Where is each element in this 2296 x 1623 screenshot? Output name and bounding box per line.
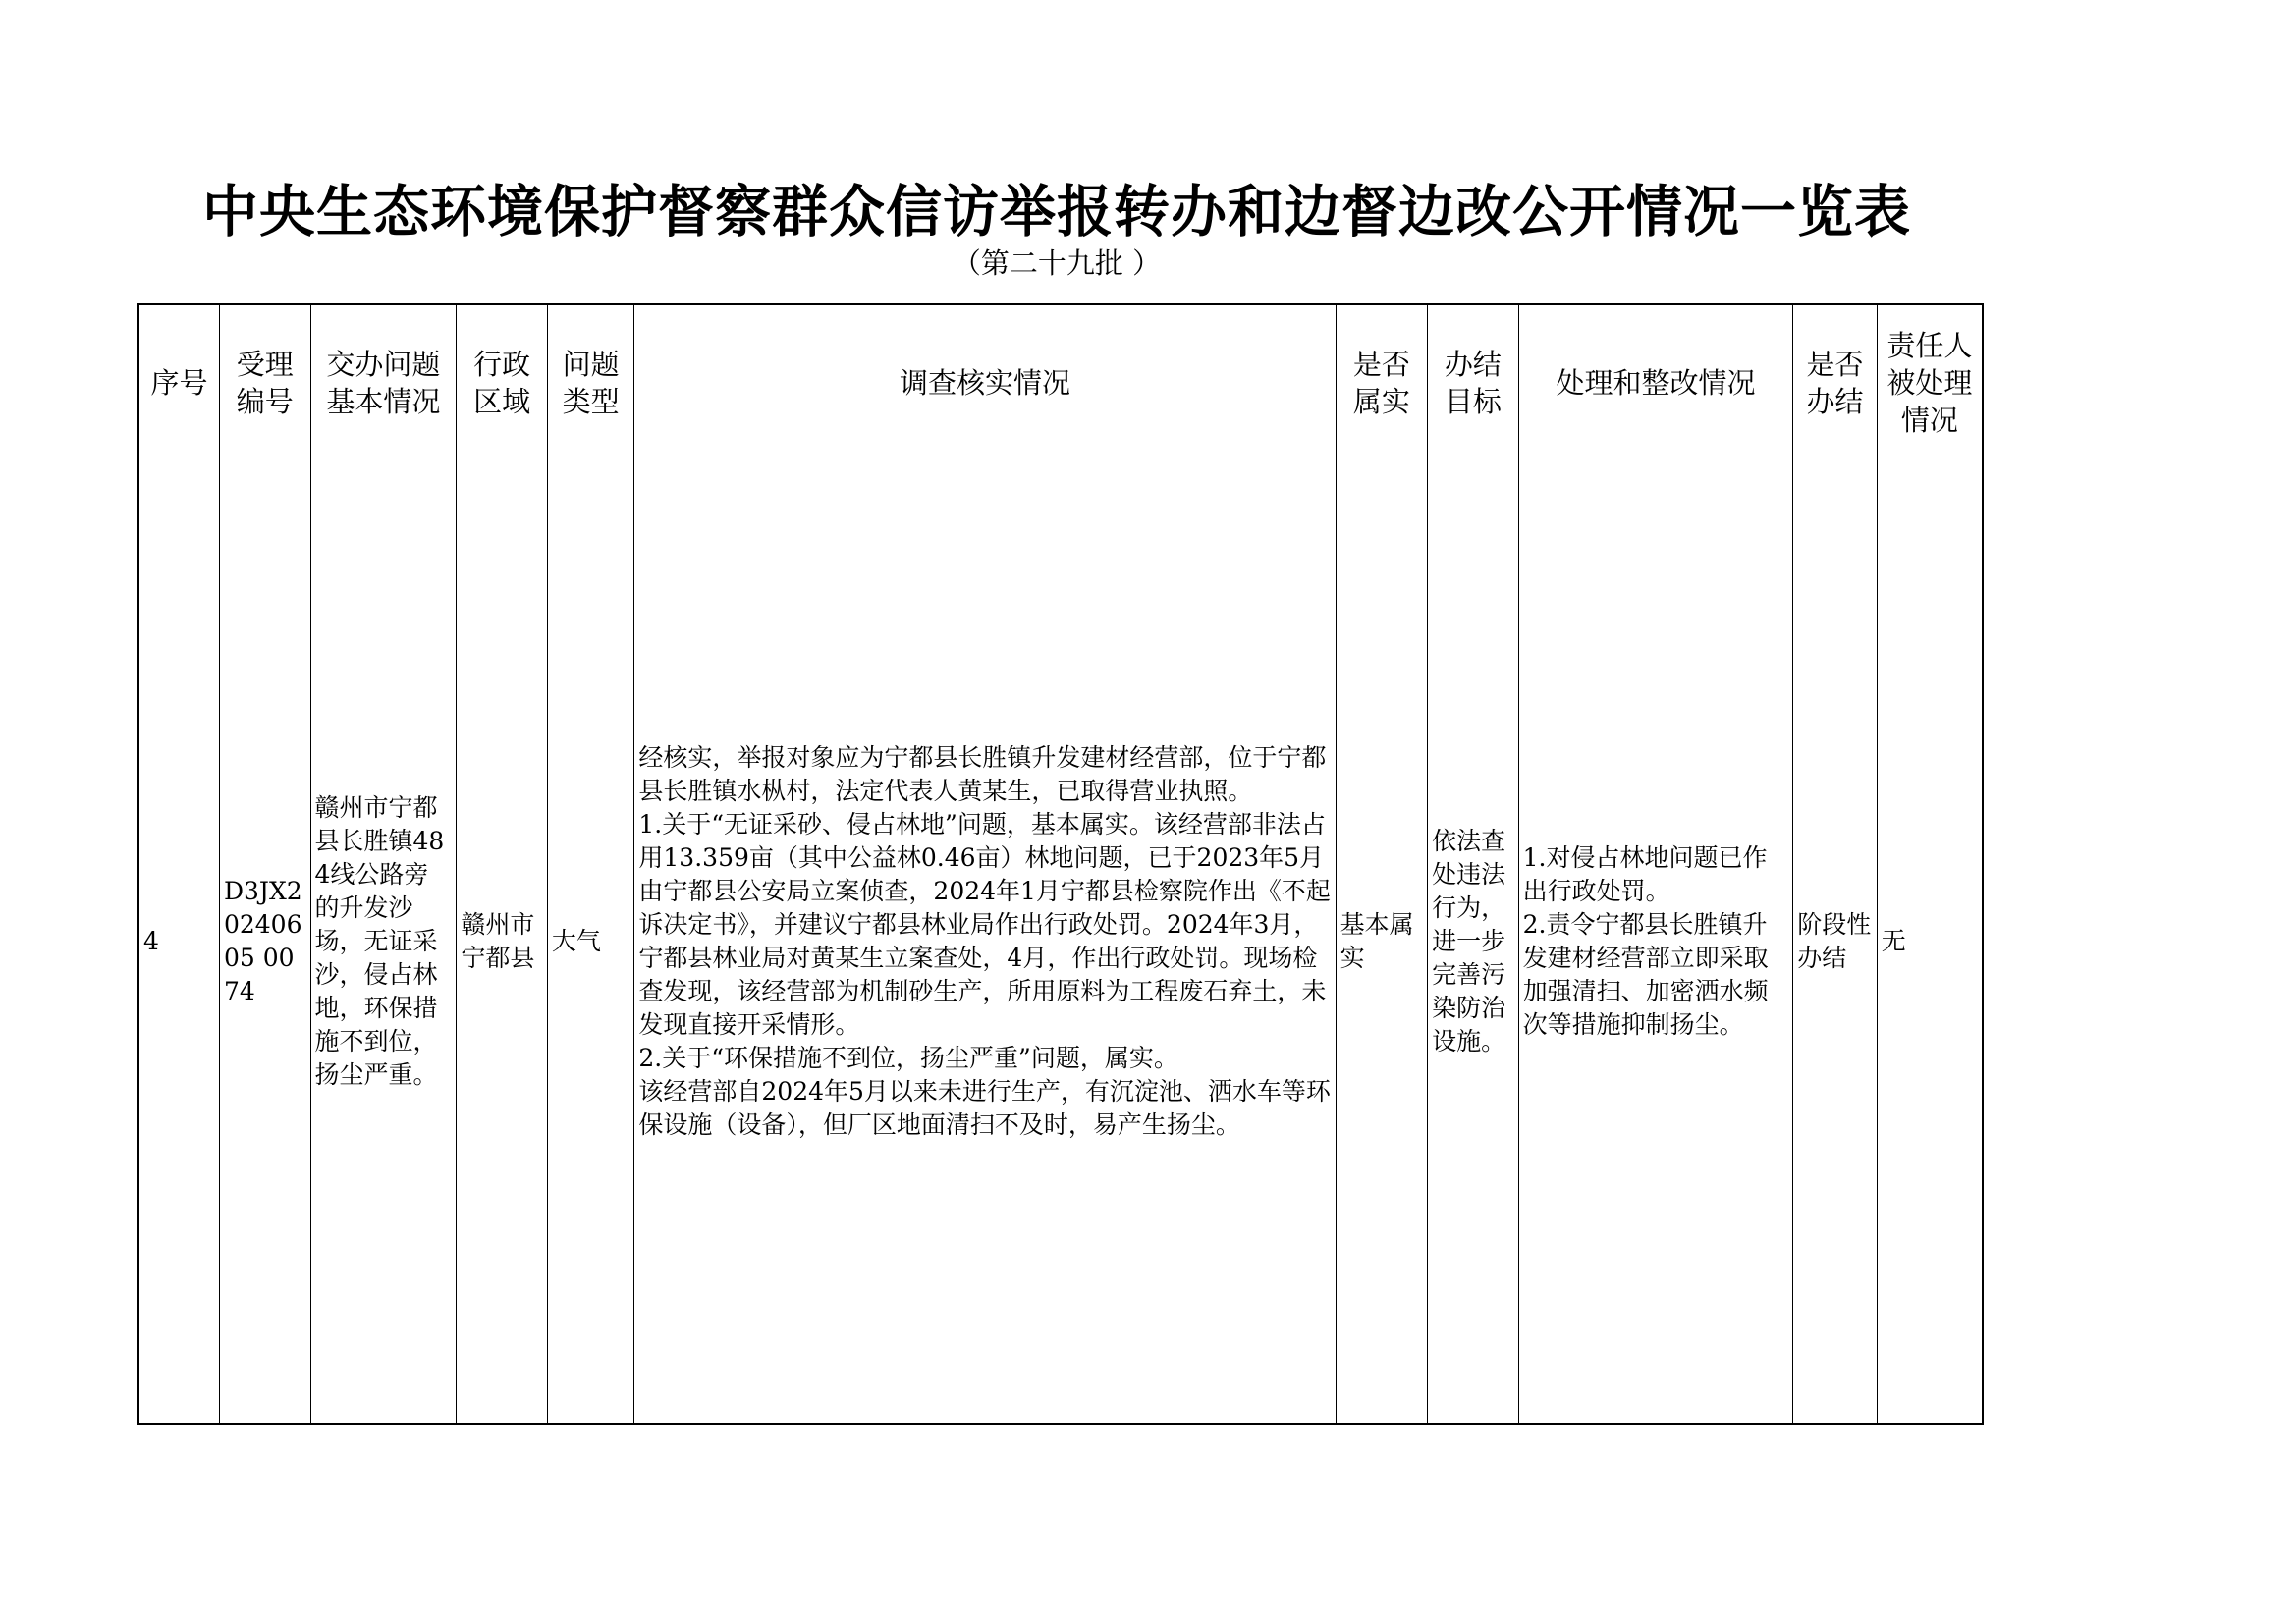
header-row [138,304,1983,460]
column-header-case-id: 受理编号 [219,304,310,460]
cell-is-true: 基本属实 [1336,460,1428,1425]
report-table [137,303,1984,1425]
column-header-issue: 交办问题基本情况 [310,304,457,460]
column-header-index: 序号 [138,304,219,460]
page-title: 中央生态环境保护督察群众信访举报转办和边督边改公开情况一览表 [202,180,1911,244]
cell-issue: 赣州市宁都县长胜镇484线公路旁的升发沙场，无证采沙，侵占林地，环保措施不到位，扬尘严重。 [310,460,457,1425]
column-header-is-closed: 是否办结 [1793,304,1878,460]
cell-is-closed: 阶段性办结 [1793,460,1878,1425]
cell-region: 赣州市宁都县 [457,460,548,1425]
cell-investigation: 经核实，举报对象应为宁都县长胜镇升发建材经营部，位于宁都县长胜镇水枞村，法定代表人黄某生，已取得营业执照。 1.关于“无证采砂、侵占林地”问题，基本属实。该经营部非法占用13.359亩（其中公益林0.46亩）林地问题，已于2023年5月由宁都县公安局立案侦查，2024年1月宁都县检察院作出《不起诉决定书》，并建议宁都县林业局作出行政处罚。2024年3月，宁都县林业局对黄某生立案查处，4月，作出行政处罚。现场检查发现，该经营部为机制砂生产，所用原料为工程废石弃土，未发现直接开采情形。 2.关于“环保措施不到位，扬尘严重”问题，属实。 该经营部自2024年5月以来未进行生产，有沉淀池、洒水车等环保设施（设备），但厂区地面清扫不及时，易产生扬尘。 [634,460,1336,1425]
cell-rectification: 1.对侵占林地问题已作出行政处罚。 2.责令宁都县长胜镇升发建材经营部立即采取加强清扫、加密洒水频次等措施抑制扬尘。 [1518,460,1793,1425]
batch-subtitle: （第二十九批 ） [952,246,1162,280]
column-header-accountability: 责任人被处理情况 [1877,304,1983,460]
column-header-is-true: 是否属实 [1336,304,1428,460]
cell-issue-type: 大气 [547,460,634,1425]
column-header-issue-type: 问题类型 [547,304,634,460]
column-header-rectification: 处理和整改情况 [1518,304,1793,460]
cell-accountability: 无 [1877,460,1983,1425]
column-header-target: 办结目标 [1428,304,1519,460]
table-row [138,460,1983,1425]
cell-index: 4 [138,460,219,1425]
column-header-region: 行政区域 [457,304,548,460]
cell-case-id: D3JX20240605 0074 [219,460,310,1425]
cell-target: 依法查处违法行为，进一步完善污染防治设施。 [1428,460,1519,1425]
column-header-investigation: 调查核实情况 [634,304,1336,460]
